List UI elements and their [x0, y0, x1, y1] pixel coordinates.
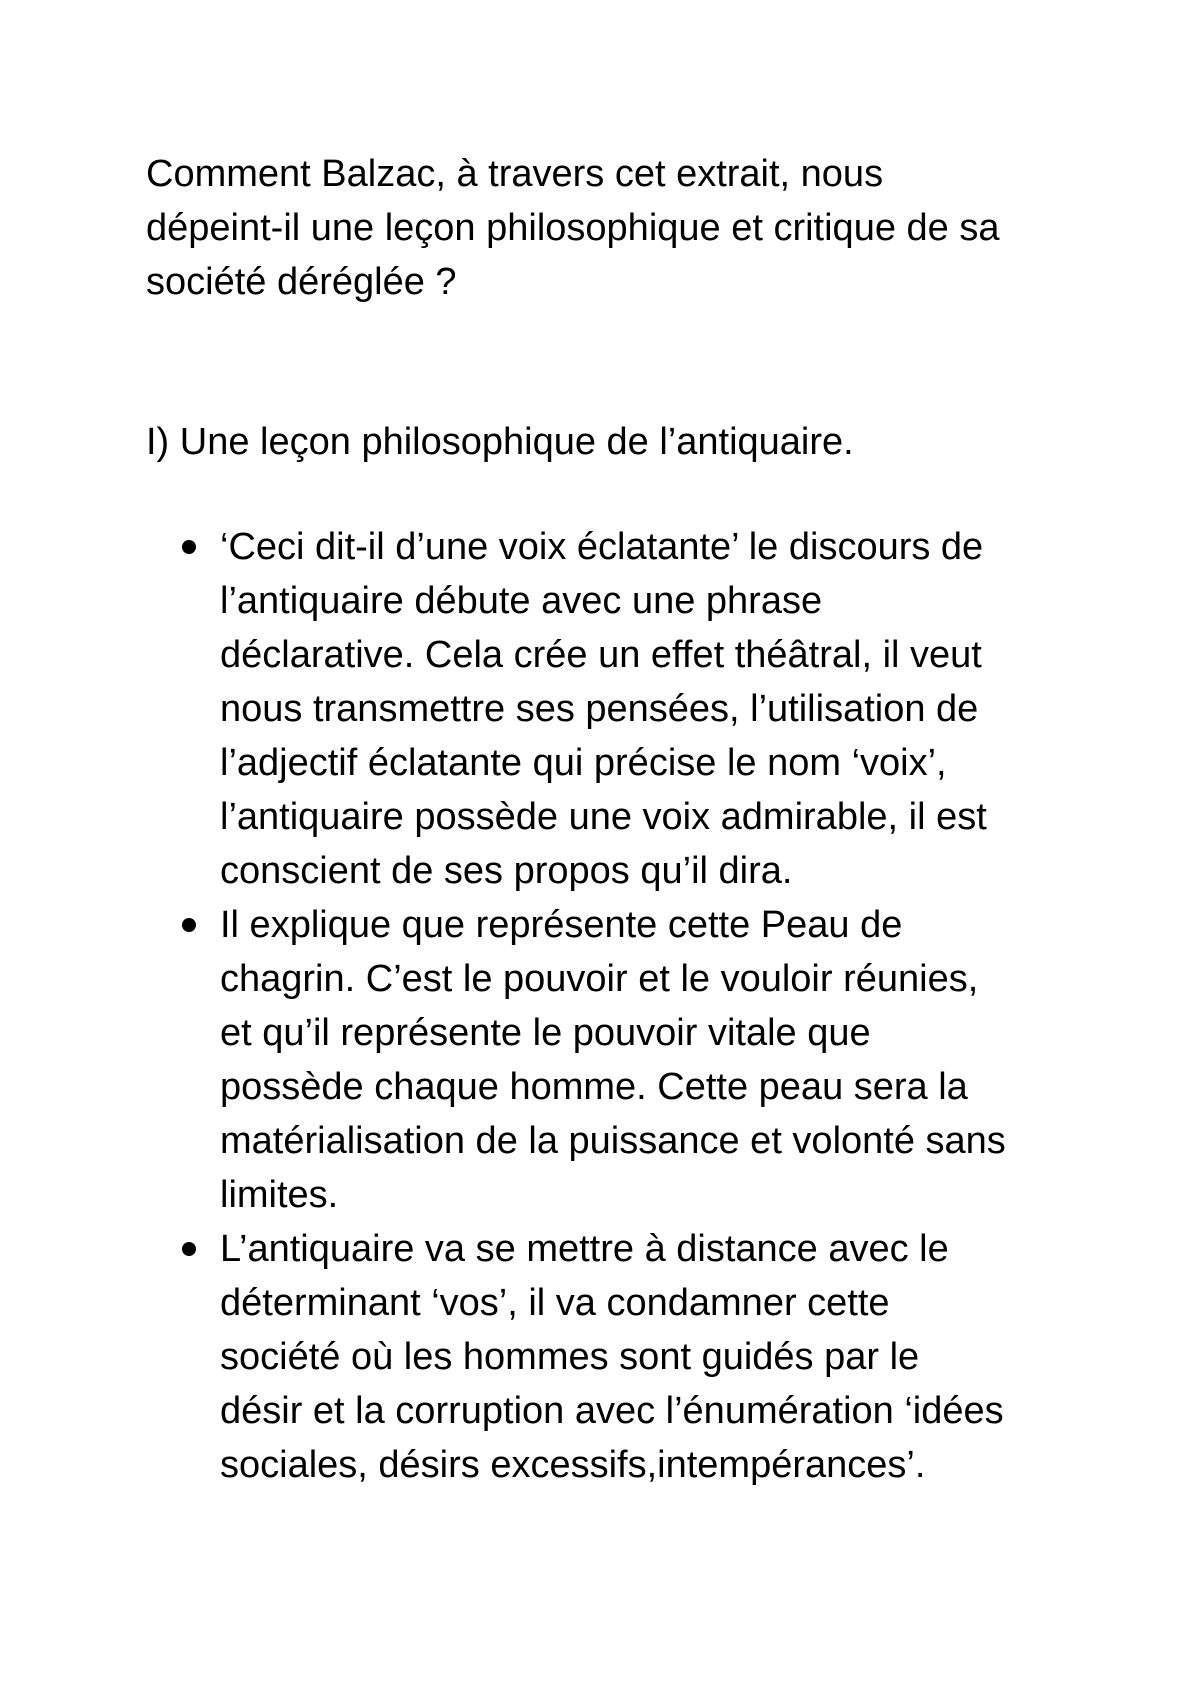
bullet-line: l’antiquaire débute avec une phrase	[220, 580, 823, 622]
bullet-item	[182, 520, 1082, 898]
bullet-line: limites.	[220, 1174, 339, 1216]
bullet-line: L’antiquaire va se mettre à distance avec le	[220, 1228, 949, 1270]
bullet-line: et qu’il représente le pouvoir vitale que	[220, 1012, 871, 1054]
problematic-question	[146, 147, 1086, 309]
bullet-line: nous transmettre ses pensées, l’utilisation de	[220, 688, 979, 730]
bullet-icon	[182, 1242, 196, 1256]
bullet-line: possède chaque homme. Cette peau sera la	[220, 1066, 968, 1108]
bullet-line: déclarative. Cela crée un effet théâtral, il veut	[220, 634, 982, 676]
question-line: dépeint-il une leçon philosophique et critique de sa	[146, 207, 1000, 249]
bullet-line: Il explique que représente cette Peau de	[220, 904, 903, 946]
bullet-item	[182, 1222, 1082, 1492]
bullet-item	[182, 898, 1082, 1222]
bullet-line: désir et la corruption avec l’énumération ‘idées	[220, 1390, 1004, 1432]
bullet-line: société où les hommes sont guidés par le	[220, 1336, 920, 1378]
bullet-line: l’antiquaire possède une voix admirable, il est	[220, 796, 987, 838]
bullet-icon	[182, 918, 196, 932]
question-line: société déréglée ?	[146, 261, 457, 303]
bullet-line: ‘Ceci dit-il d’une voix éclatante’ le discours de	[220, 526, 984, 568]
bullet-line: sociales, désirs excessifs,intempérances’.	[220, 1444, 926, 1486]
bullet-line: l’adjectif éclatante qui précise le nom ‘voix’,	[220, 742, 947, 784]
bullet-icon	[182, 540, 196, 554]
bullet-list	[182, 520, 1082, 1492]
question-line: Comment Balzac, à travers cet extrait, nous	[146, 153, 884, 195]
section-heading: I) Une leçon philosophique de l’antiquaire.	[146, 421, 854, 463]
bullet-line: matérialisation de la puissance et volonté sans	[220, 1120, 1006, 1162]
bullet-line: conscient de ses propos qu’il dira.	[220, 850, 793, 892]
bullet-line: déterminant ‘vos’, il va condamner cette	[220, 1282, 890, 1324]
bullet-line: chagrin. C’est le pouvoir et le vouloir réunies,	[220, 958, 979, 1000]
